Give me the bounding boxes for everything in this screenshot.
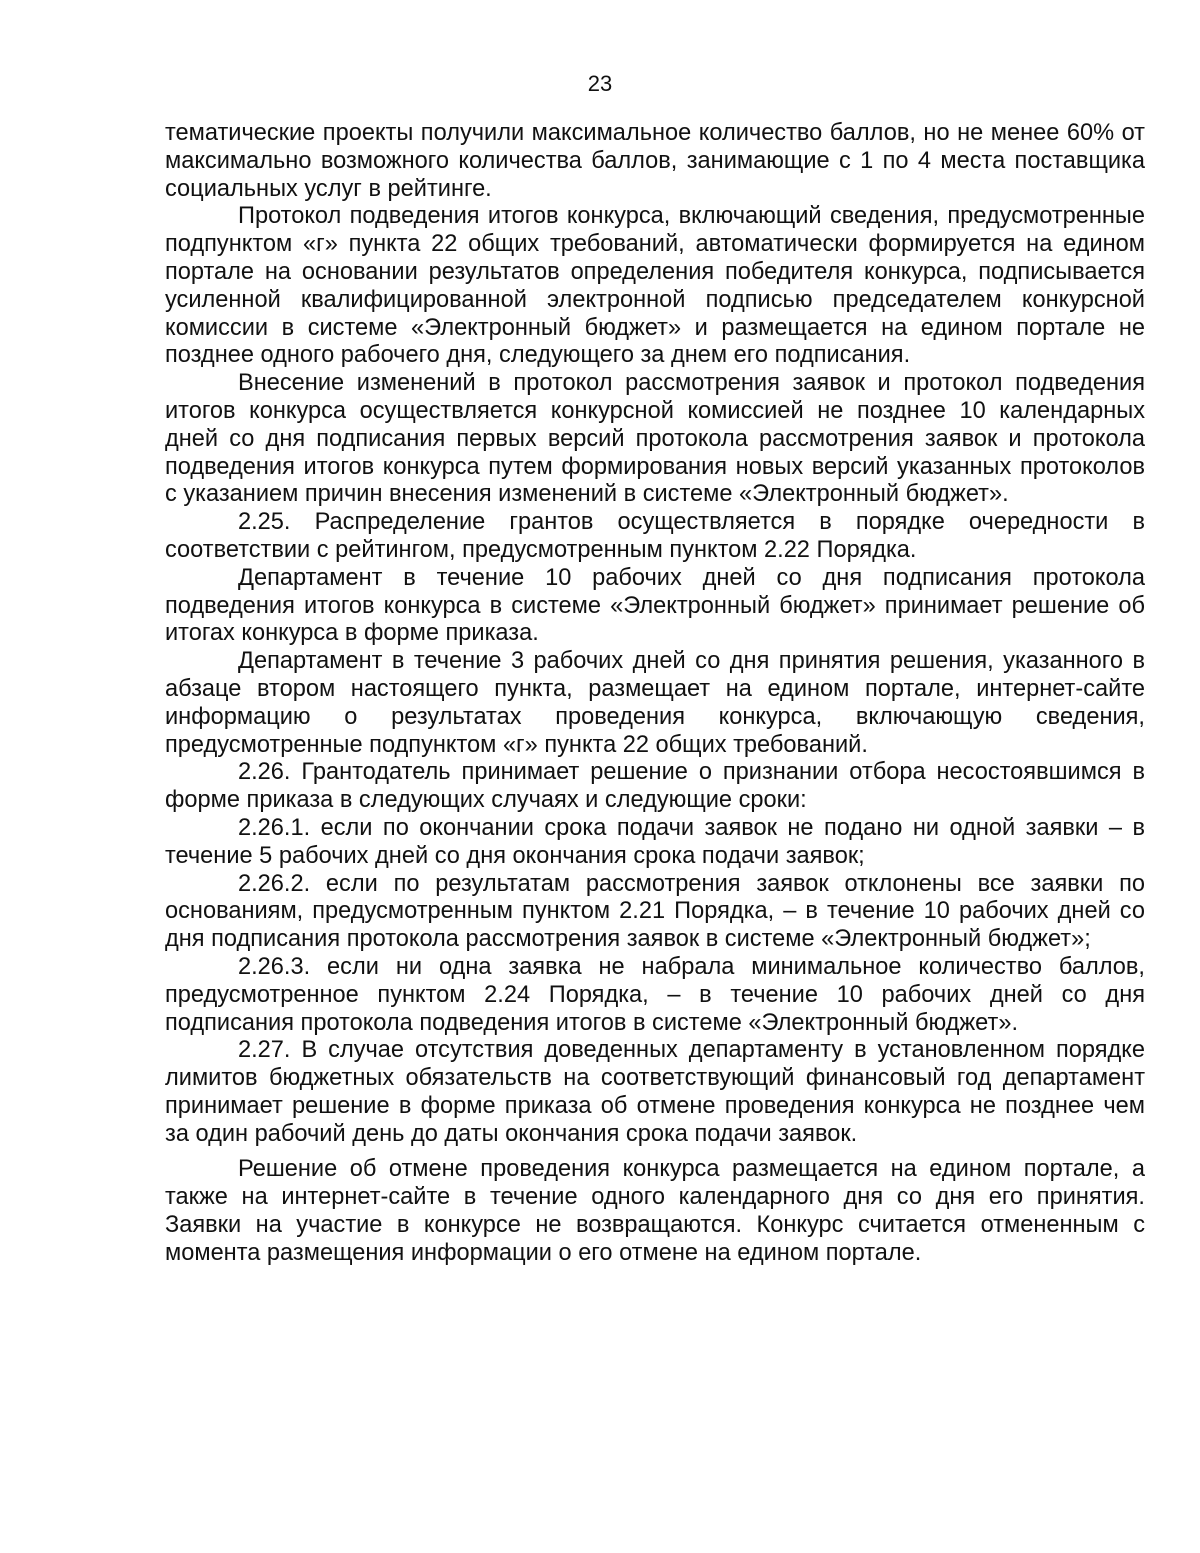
paragraph: Протокол подведения итогов конкурса, включающий сведения, предусмотренные подпунктом «г» пункта 22 общих требований, автоматически формируется на едином портале на основании результатов определения победителя конкурса, подписывается усиленной квалифицированной электронной подписью председателем конкурсной комиссии в системе «Электронный бюджет» и размещается на едином портале не позднее одного рабочего дня, следующего за днем его подписания.: [165, 203, 1145, 369]
paragraph: Решение об отмене проведения конкурса размещается на едином портале, а также на интернет-сайте в течение одного календарного дня со дня его принятия. Заявки на участие в конкурсе не возвращаются. Конкурс считается отмененным с момента размещения информации о его отмене на едином портале.: [165, 1156, 1145, 1266]
paragraph: 2.26.1. если по окончании срока подачи заявок не подано ни одной заявки – в течение 5 рабочих дней со дня окончания срока подачи заявок;: [165, 814, 1145, 869]
paragraph: 2.25. Распределение грантов осуществляется в порядке очередности в соответствии с рейтингом, предусмотренным пунктом 2.22 Порядка.: [165, 509, 1145, 563]
paragraph: 2.27. В случае отсутствия доведенных департаменту в установленном порядке лимитов бюджетных обязательств на соответствующий финансовый год департамент принимает решение в форме приказа об отмене проведения конкурса не позднее чем за один рабочий день до даты окончания срока подачи заявок.: [165, 1037, 1145, 1147]
paragraph: Внесение изменений в протокол рассмотрения заявок и протокол подведения итогов конкурса осуществляется конкурсной комиссией не позднее 10 календарных дней со дня подписания первых версий протокола рассмотрения заявок и протокола подведения итогов конкурса путем формирования новых версий указанных протоколов с указанием причин внесения изменений в системе «Электронный бюджет».: [165, 370, 1145, 508]
document-body: [165, 120, 1145, 1268]
paragraph: Департамент в течение 3 рабочих дней со дня принятия решения, указанного в абзаце втором настоящего пункта, размещает на едином портале, интернет-сайте информацию о результатах проведения конкурса, включающую сведения, предусмотренные подпунктом «г» пункта 22 общих требований.: [165, 648, 1145, 758]
paragraph: 2.26.3. если ни одна заявка не набрала минимальное количество баллов, предусмотренное пунктом 2.24 Порядка, – в течение 10 рабочих дней со дня подписания протокола подведения итогов в системе «Электронный бюджет».: [165, 953, 1145, 1036]
paragraph: 2.26.2. если по результатам рассмотрения заявок отклонены все заявки по основаниям, предусмотренным пунктом 2.21 Порядка, – в течение 10 рабочих дней со дня подписания протокола рассмотрения заявок в системе «Электронный бюджет»;: [165, 870, 1145, 953]
page-number: 23: [587, 71, 613, 96]
paragraph: Департамент в течение 10 рабочих дней со дня подписания протокола подведения итогов конкурса в системе «Электронный бюджет» принимает решение об итогах конкурса в форме приказа.: [165, 564, 1145, 647]
paragraph: тематические проекты получили максимальное количество баллов, но не менее 60% от максимально возможного количества баллов, занимающие с 1 по 4 места поставщика социальных услуг в рейтинге.: [165, 120, 1145, 202]
paragraph: 2.26. Грантодатель принимает решение о признании отбора несостоявшимся в форме приказа в следующих случаях и следующие сроки:: [165, 759, 1145, 814]
